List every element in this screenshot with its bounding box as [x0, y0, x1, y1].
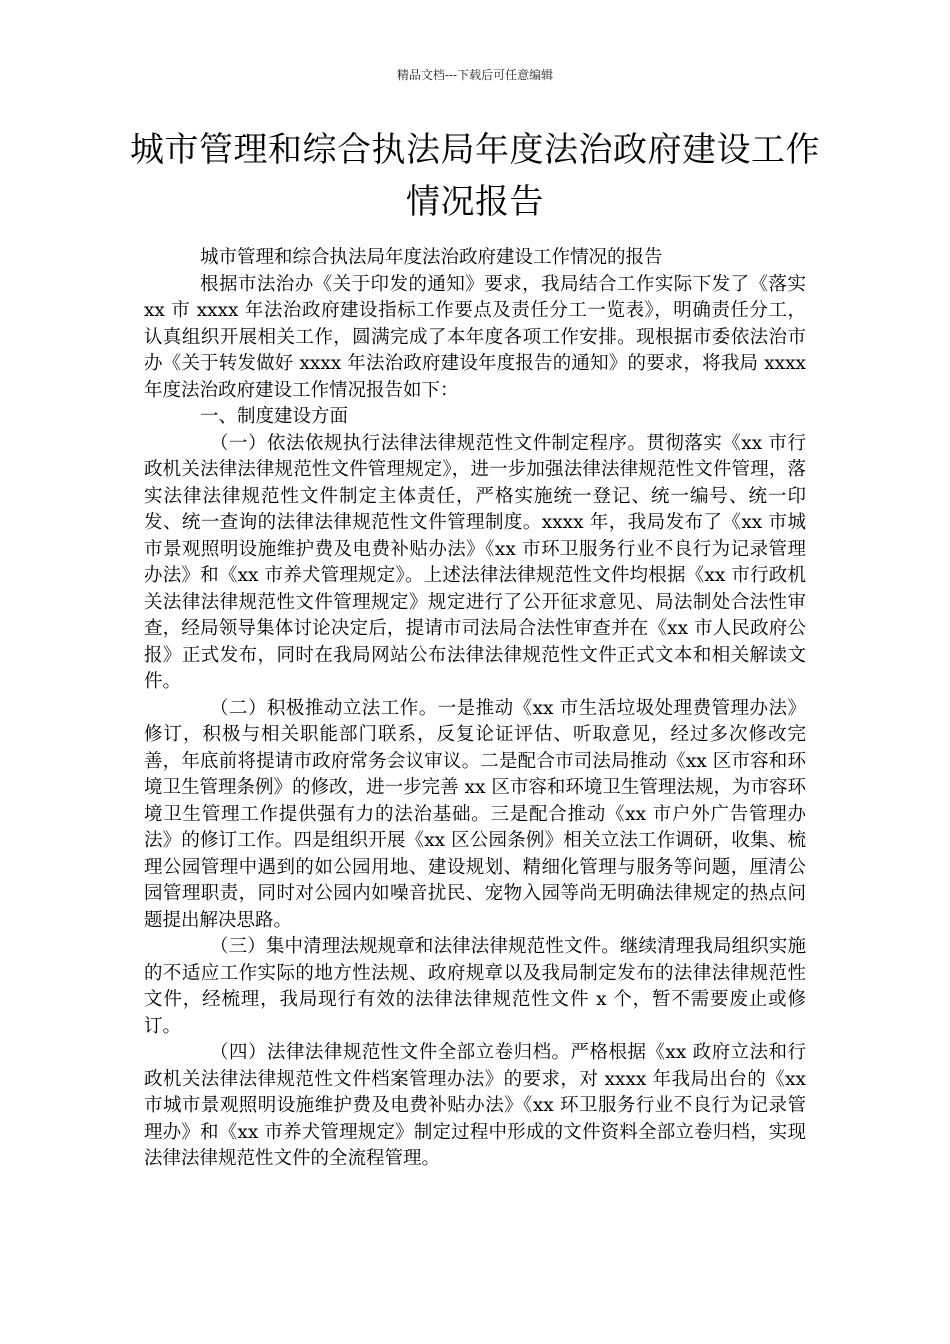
- section-heading: 一、制度建设方面: [200, 406, 349, 427]
- paragraph-intro: 根据市法治办《关于印发的通知》要求，我局结合工作实际下发了《落实 xx 市 xxxx 年法治政府建设指标工作要点及责任分工一览表》，明确责任分工，认真组织开展相关工作，圆满完成了本年度各项工作安排。现根据市委依法治市办《关于转发做好 xxxx 年法治政府建设年度报告的通知》的要求，将我局 xxxx 年度法治政府建设工作情况报告如下：: [144, 273, 806, 401]
- paragraph-item-3: （三）集中清理法规规章和法律法律规范性文件。继续清理我局组织实施的不适应工作实际的地方性法规、政府规章以及我局制定发布的法律法律规范性文件，经梳理，我局现行有效的法律法律规范性文件 x 个，暂不需要废止或修订。: [144, 936, 806, 1037]
- document-title: 城市管理和综合执法局年度法治政府建设工作情况报告: [130, 130, 820, 222]
- paragraph-item-1: （一）依法依规执行法律法律规范性文件制定程序。贯彻落实《xx 市行政机关法律法律规范性文件管理规定》，进一步加强法律法律规范性文件管理，落实法律法律规范性文件制定主体责任，严格实施统一登记、统一编号、统一印发、统一查询的法律法律规范性文件管理制度。xxxx 年，我局发布了《xx 市城市景观照明设施维护费及电费补贴办法》《xx 市环卫服务行业不良行为记录管理办法》和《xx 市养犬管理规定》。上述法律法律规范性文件均根据《xx 市行政机关法律法律规范性文件管理规定》规定进行了公开征求意见、局法制处合法性审查，经局领导集体讨论决定后，提请市司法局合法性审查并在《xx 市人民政府公报》正式发布，同时在我局网站公布法律法律规范性文件正式文本和相关解读文件。: [144, 432, 806, 692]
- document-body: [144, 245, 806, 1173]
- header-note: 精品文档---下载后可任意编辑: [396, 68, 554, 82]
- paragraph-subtitle: 城市管理和综合执法局年度法治政府建设工作情况的报告: [200, 247, 663, 268]
- paragraph-item-4: （四）法律法律规范性文件全部立卷归档。严格根据《xx 政府立法和行政机关法律法律规范性文件档案管理办法》的要求，对 xxxx 年我局出台的《xx 市城市景观照明设施维护费及电费补贴办法》《xx 环卫服务行业不良行为记录管理办》和《xx 市养犬管理规定》制定过程中形成的文件资料全部立卷归档，实现法律法律规范性文件的全流程管理。: [144, 1042, 806, 1169]
- paragraph-item-2: （二）积极推动立法工作。一是推动《xx 市生活垃圾处理费管理办法》修订，积极与相关职能部门联系，反复论证评估、听取意见，经过多次修改完善，年底前将提请市政府常务会议审议。二是配合市司法局推动《xx 区市容和环境卫生管理条例》的修改，进一步完善 xx 区市容和环境卫生管理法规，为市容环境卫生管理工作提供强有力的法治基础。三是配合推动《xx 市户外广告管理办法》的修订工作。四是组织开展《xx 区公园条例》相关立法工作调研，收集、梳理公园管理中遇到的如公园用地、建设规划、精细化管理与服务等问题，厘清公园管理职责，同时对公园内如噪音扰民、宠物入园等尚无明确法律规定的热点问题提出解决思路。: [144, 697, 806, 931]
